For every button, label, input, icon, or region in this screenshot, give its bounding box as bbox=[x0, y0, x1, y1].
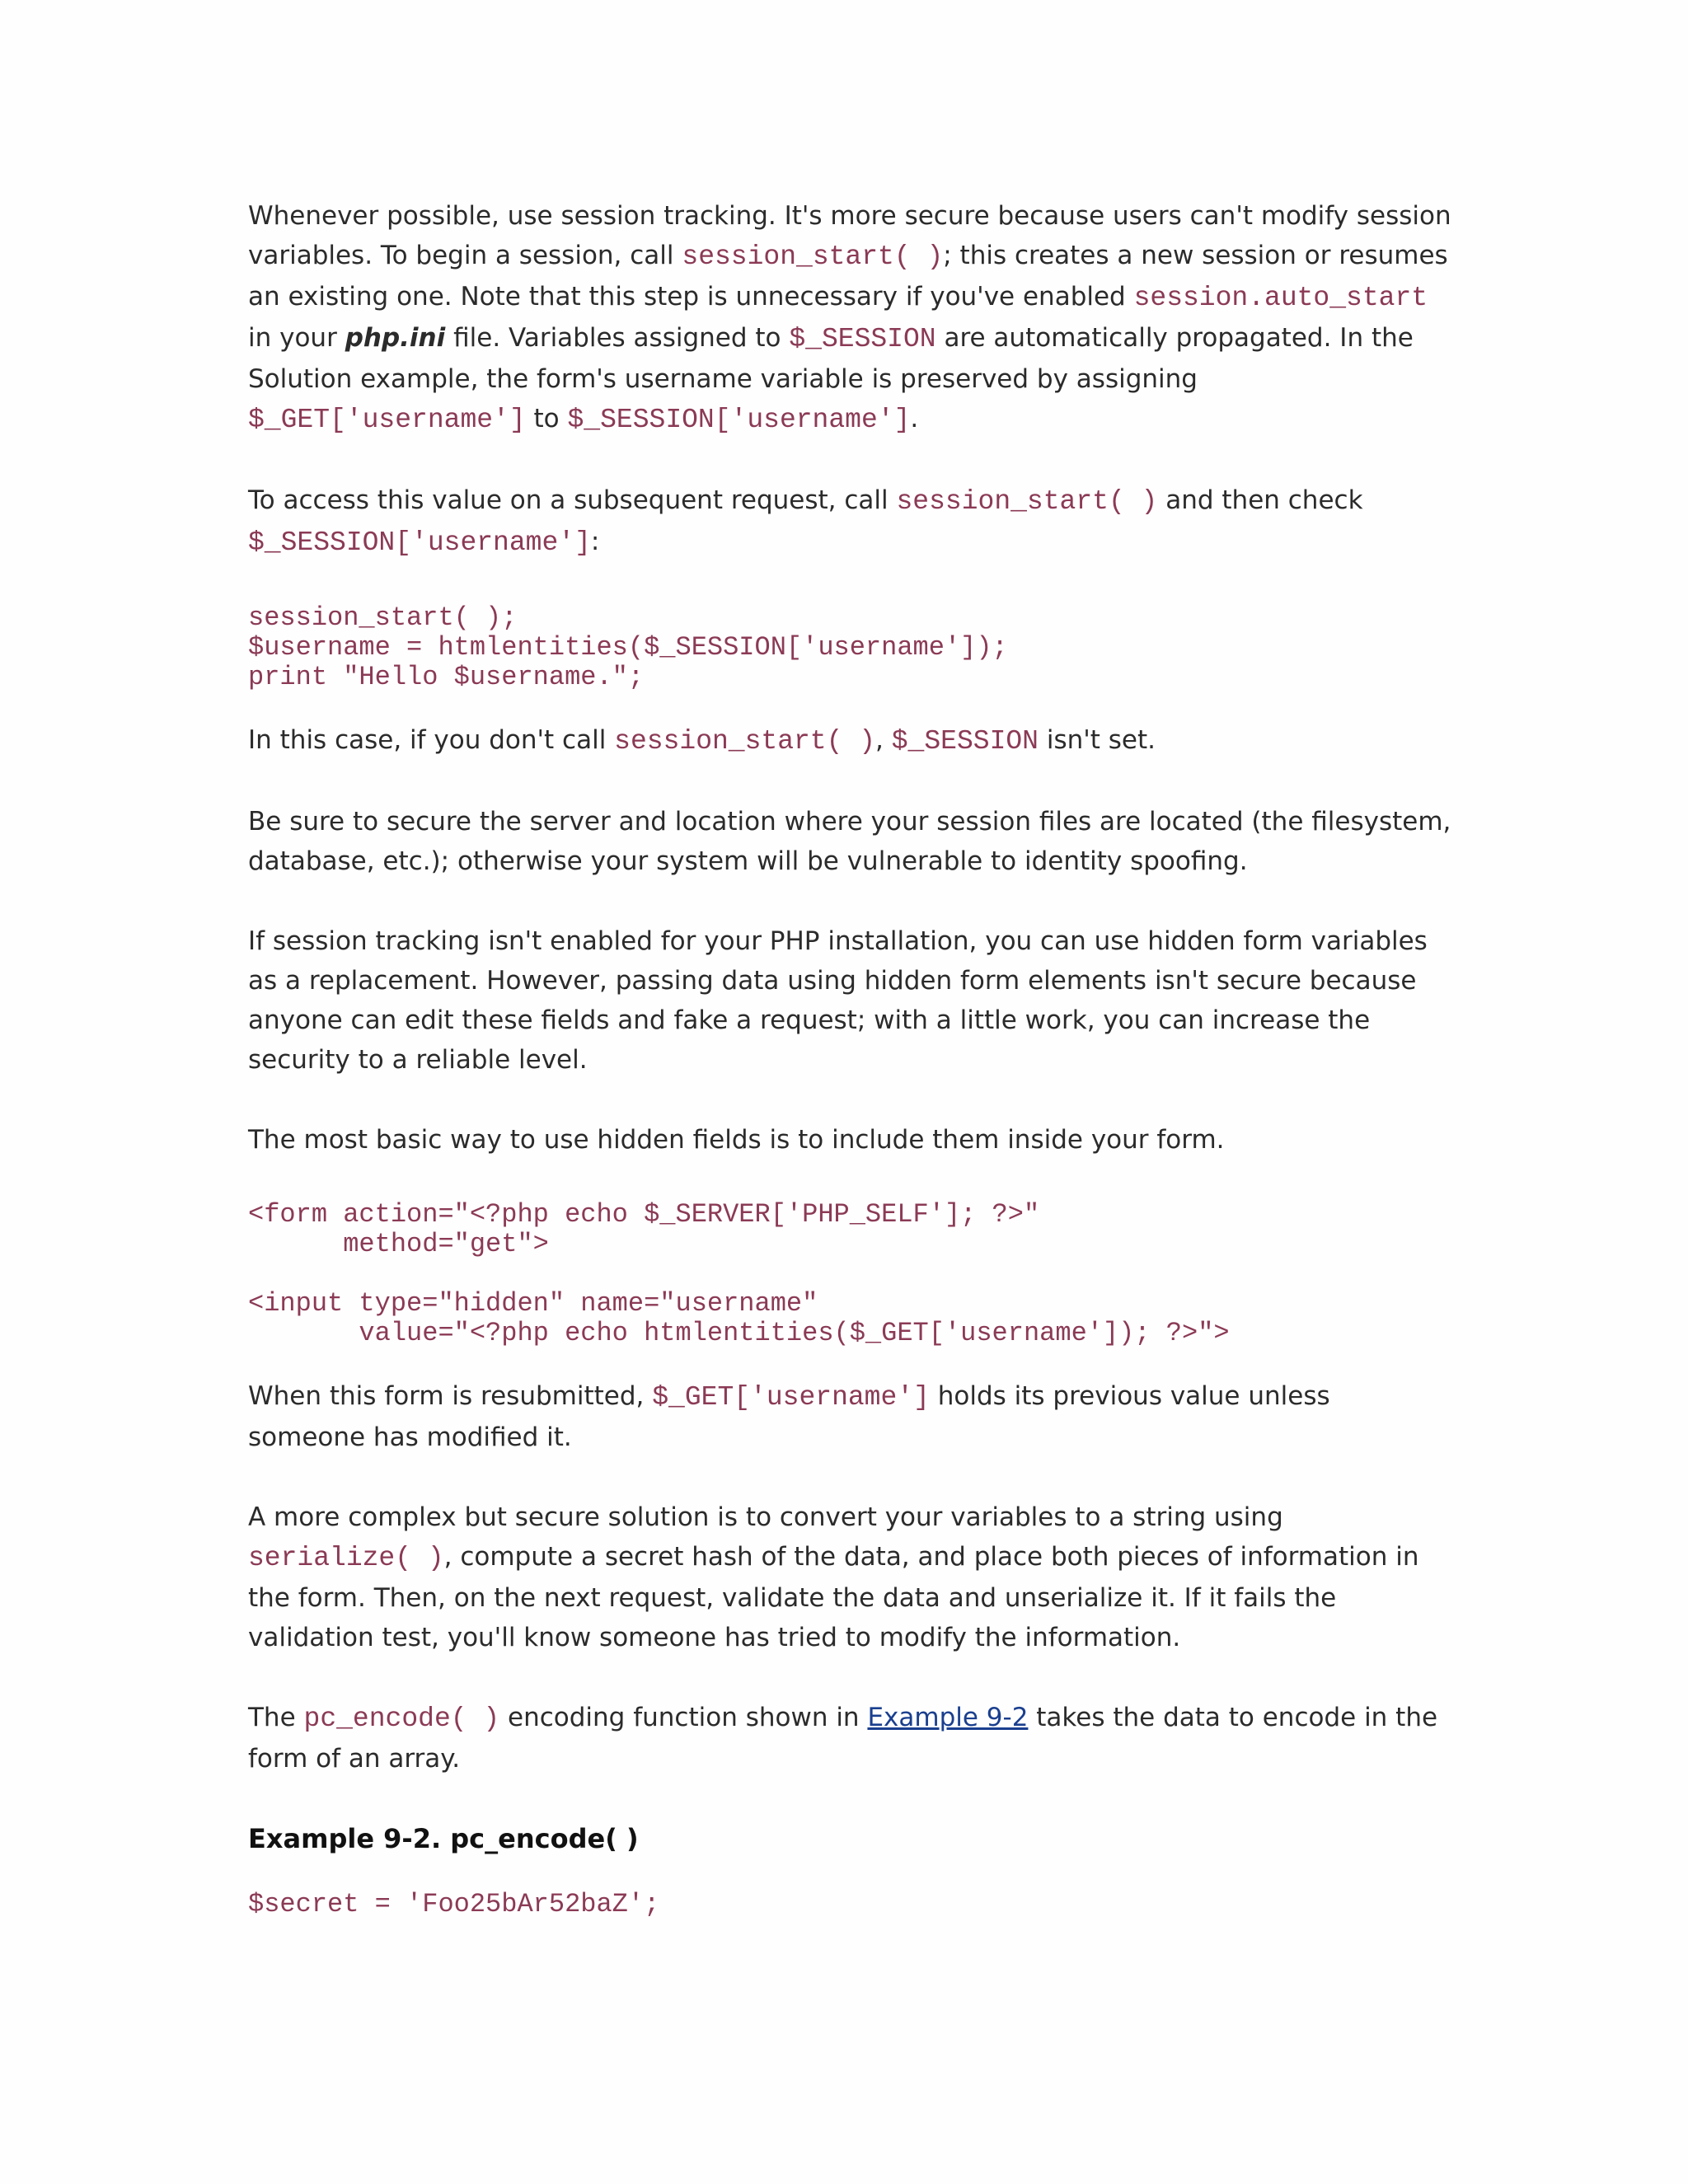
paragraph-serialize: A more complex but secure solution is to convert your variables to a string using serialize( ), compute a secret hash of the data, and place both pieces of information in the form. Then, on the next request, validate the data and unserialize it. If it fails the validation test, you'll know someone has tried to modify the information. bbox=[248, 1502, 1419, 1652]
filename: php.ini bbox=[345, 323, 446, 353]
example-title: Example 9-2. pc_encode( ) bbox=[248, 1823, 639, 1854]
paragraph-hidden-variables: If session tracking isn't enabled for your PHP installation, you can use hidden form variables as a replacement. However, passing data using hidden form elements isn't secure because anyone can edit these fields and fake a request; with a little work, you can increase the security to a reliable level. bbox=[248, 926, 1428, 1075]
paragraph-session-not-set: In this case, if you don't call session_start( ), $_SESSION isn't set. bbox=[248, 725, 1156, 757]
example-link[interactable]: Example 9-2 bbox=[867, 1703, 1029, 1732]
inline-code: $_SESSION bbox=[891, 726, 1039, 757]
inline-code: $_GET['username'] bbox=[248, 405, 526, 435]
inline-code: serialize( ) bbox=[248, 1543, 444, 1573]
code-block-secret: $secret = 'Foo25bAr52baZ'; bbox=[248, 1889, 660, 1919]
inline-code: session_start( ) bbox=[682, 241, 944, 272]
inline-code: pc_encode( ) bbox=[303, 1704, 500, 1734]
code-block-form: <form action="<?php echo $_SERVER['PHP_SELF']; ?>" method="get"> <input type="hidden" name="username" value="<?php echo htmlentities($_GET['username']); ?>"> bbox=[248, 1199, 1230, 1348]
inline-code: $_SESSION['username'] bbox=[248, 527, 591, 558]
code-block-session: session_start( ); $username = htmlentities($_SESSION['username']); print "Hello $username."; bbox=[248, 602, 1008, 692]
inline-code: session_start( ) bbox=[896, 486, 1158, 517]
paragraph-pc-encode: The pc_encode( ) encoding function shown in Example 9-2 takes the data to encode in the form of an array. bbox=[248, 1703, 1438, 1774]
paragraph-session-tracking: Whenever possible, use session tracking. It's more secure because users can't modify session variables. To begin a session, call session_start( ); this creates a new session or resumes an existing one. Note that this step is unnecessary if you've enabled session.auto_start in your php.ini file. Variables assigned to $_SESSION are automatically propagated. In the Solution example, the form's username variable is preserved by assigning $_GET['username'] to $_SESSION['username']. bbox=[248, 201, 1451, 435]
inline-code: session.auto_start bbox=[1133, 283, 1428, 313]
inline-code: $_SESSION['username'] bbox=[567, 405, 911, 435]
paragraph-secure-server: Be sure to secure the server and location where your session files are located (the filesystem, database, etc.); otherwise your system will be vulnerable to identity spoofing. bbox=[248, 807, 1451, 876]
paragraph-access-value: To access this value on a subsequent request, call session_start( ) and then check $_SESSION['username']: bbox=[248, 485, 1363, 558]
inline-code: $_GET['username'] bbox=[652, 1382, 930, 1413]
inline-code: $_SESSION bbox=[789, 324, 936, 354]
inline-code: session_start( ) bbox=[614, 726, 876, 757]
paragraph-basic-hidden-fields: The most basic way to use hidden fields is to include them inside your form. bbox=[248, 1125, 1225, 1155]
document-body bbox=[248, 196, 1451, 1947]
paragraph-resubmitted: When this form is resubmitted, $_GET['username'] holds its previous value unless someone has modified it. bbox=[248, 1381, 1330, 1452]
